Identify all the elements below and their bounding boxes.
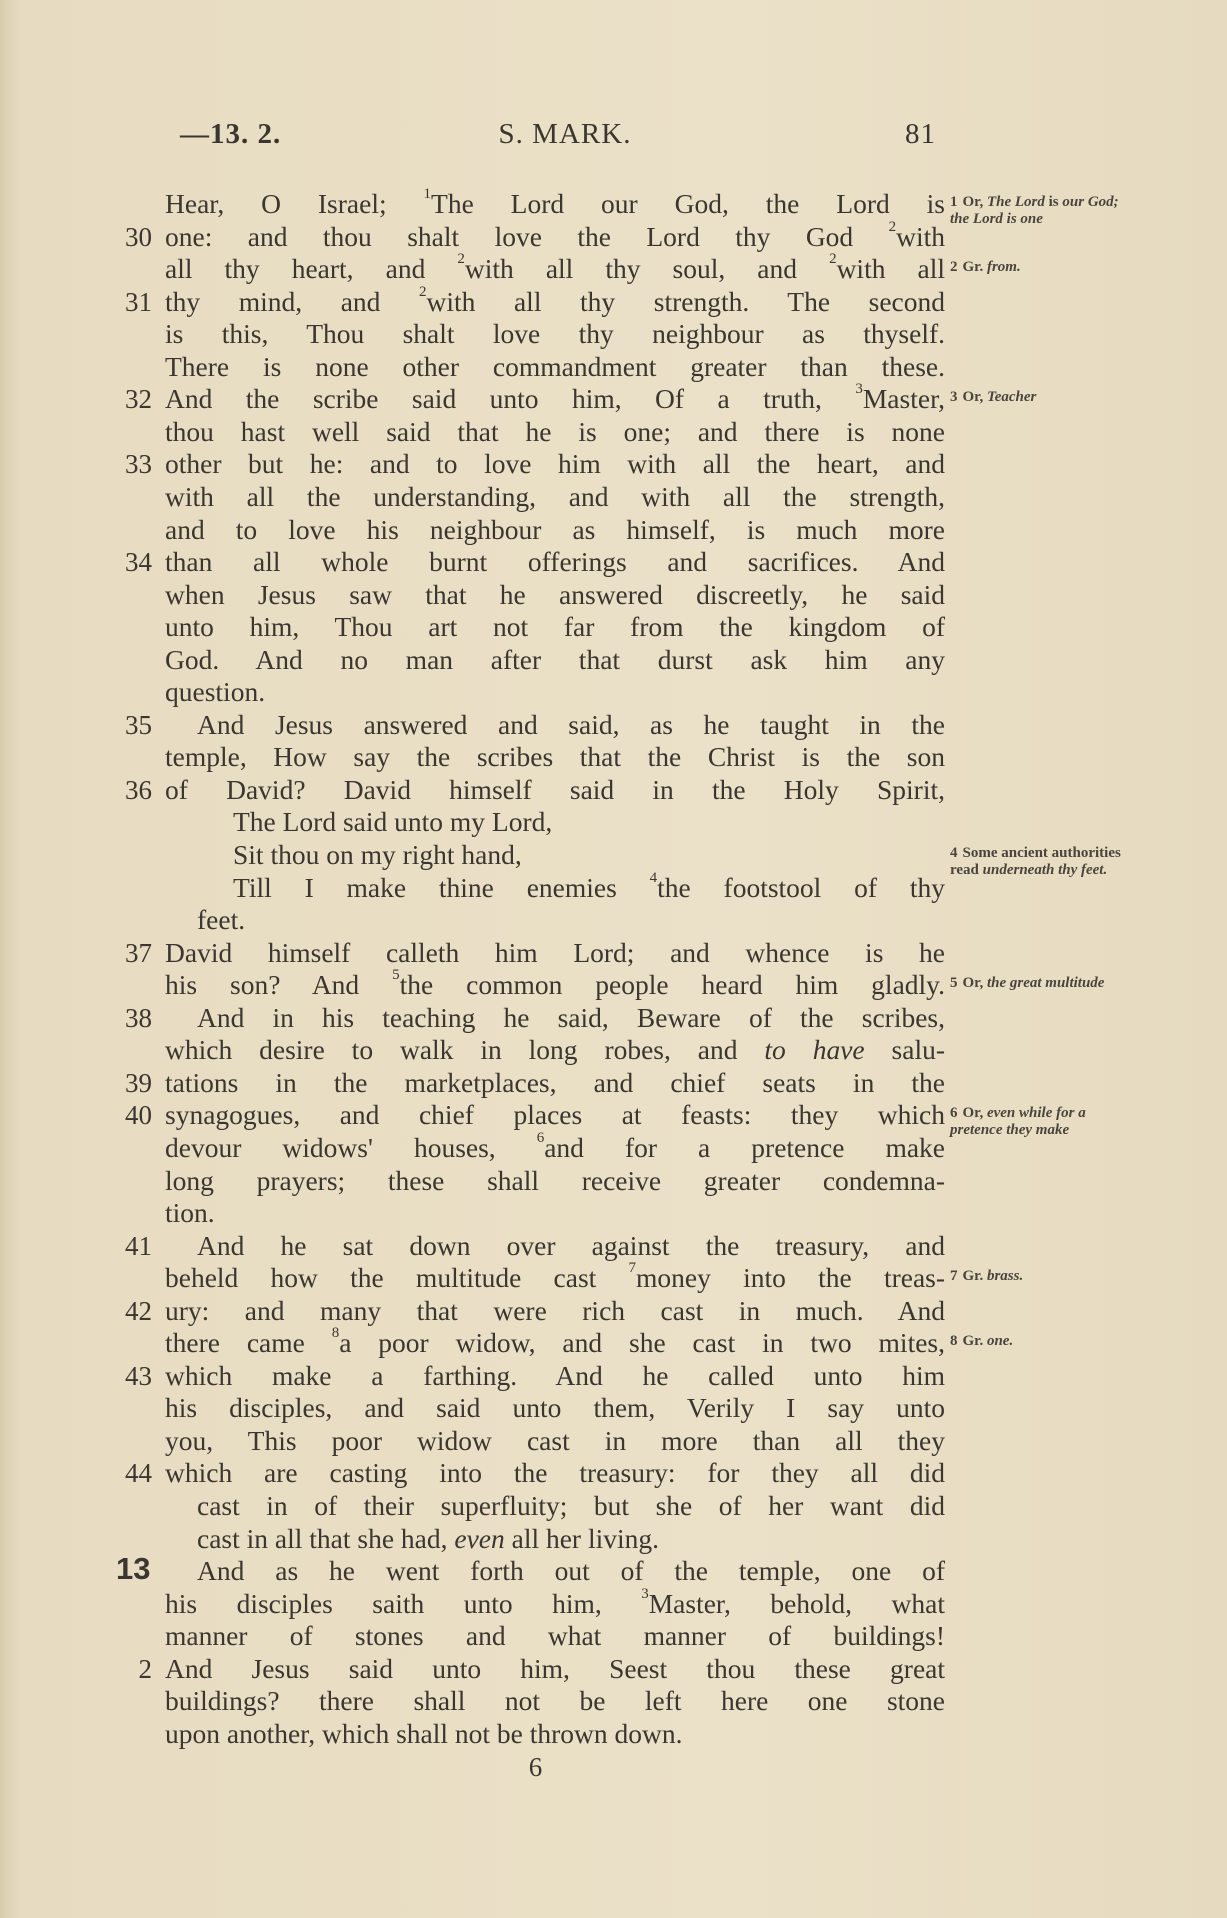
text-line xyxy=(165,1197,945,1229)
footnote-ref: 7 xyxy=(628,1260,637,1277)
text-run: of David? David himself said in the Holy Spirit, xyxy=(165,773,945,805)
text-line xyxy=(165,806,945,838)
text-line xyxy=(165,1034,945,1066)
text-run: with xyxy=(896,220,945,252)
line-text xyxy=(165,1165,945,1197)
margin-note xyxy=(950,975,1140,992)
text-run: Gr. xyxy=(962,1333,987,1350)
verse-number: 39 xyxy=(125,1067,152,1098)
line-text xyxy=(165,1523,945,1555)
text-line xyxy=(165,253,945,285)
signature-mark xyxy=(0,1752,1227,1783)
text-run: which desire to walk in long robes, and xyxy=(165,1034,765,1066)
margin-note-number: 2 xyxy=(950,259,958,276)
text-line xyxy=(165,1295,945,1327)
verse-number: 43 xyxy=(125,1360,152,1391)
verse-number: 32 xyxy=(125,384,152,415)
text-run: unto him, Thou art not far from the kingdom of xyxy=(165,611,945,643)
text-line xyxy=(165,1002,945,1034)
verse-number: 34 xyxy=(125,547,152,578)
text-run: synagogues, and chief places at feasts: they which xyxy=(165,1099,945,1131)
text-run: There is none other commandment greater than these. xyxy=(165,350,945,382)
line-text xyxy=(165,448,945,480)
text-run: Or, xyxy=(962,389,987,406)
line-text xyxy=(165,1685,945,1717)
text-line xyxy=(165,188,945,220)
text-run: thou hast well said that he is one; and there is none xyxy=(165,415,945,447)
line-text xyxy=(165,676,945,708)
line-text xyxy=(165,904,945,936)
text-run: God. And no man after that durst ask him any xyxy=(165,643,945,675)
text-run: other but he: and to love him with all the heart, and xyxy=(165,448,945,480)
text-line xyxy=(165,1425,945,1457)
line-text xyxy=(165,218,945,253)
text-run: when Jesus saw that he answered discreetly, he said xyxy=(165,578,945,610)
text-run: his disciples, and said unto them, Verily I say unto xyxy=(165,1392,945,1424)
text-run: feet. xyxy=(197,904,246,936)
verse-number: 42 xyxy=(125,1295,152,1326)
text-line xyxy=(165,1360,945,1392)
text-run: manner of stones and what manner of buildings! xyxy=(165,1620,945,1652)
text-line xyxy=(165,283,945,318)
text-run: and to love his neighbour as himself, is much more xyxy=(165,513,945,545)
line-text xyxy=(165,1653,945,1685)
text-run: with all thy strength. The second xyxy=(426,285,945,317)
line-text xyxy=(165,839,945,871)
text-run: buildings? there shall not be left here one stone xyxy=(165,1685,945,1717)
line-text xyxy=(165,1067,945,1099)
line-text xyxy=(165,1262,945,1294)
line-text xyxy=(165,579,945,611)
margin-note-number: 5 xyxy=(950,975,958,992)
line-text xyxy=(165,416,945,448)
line-text xyxy=(165,1129,945,1164)
text-run: Master, xyxy=(862,383,945,415)
line-text xyxy=(165,1425,945,1457)
text-line xyxy=(165,709,945,741)
text-run: cast in of their superfluity; but she of her want did xyxy=(197,1490,945,1521)
italic-run: even while for a pretence they make xyxy=(950,1105,1086,1139)
text-run: all thy heart, and xyxy=(165,253,458,285)
verse-number: 40 xyxy=(125,1100,152,1131)
text-run: salu- xyxy=(864,1034,945,1066)
text-line xyxy=(165,1099,945,1131)
line-text xyxy=(165,351,945,383)
verse-number: 35 xyxy=(125,709,152,740)
margin-note xyxy=(950,1333,1140,1350)
line-text xyxy=(165,188,945,220)
line-text xyxy=(165,1555,945,1587)
text-line xyxy=(165,1685,945,1717)
verse-number: 33 xyxy=(125,449,152,480)
footnote-ref: 3 xyxy=(855,381,863,398)
text-run: than all whole burnt offerings and sacrifices. And xyxy=(165,546,945,578)
line-text xyxy=(165,546,945,578)
line-text xyxy=(165,1230,945,1262)
line-text xyxy=(165,1490,945,1522)
text-run: Or, xyxy=(962,194,987,210)
footnote-ref: 8 xyxy=(331,1325,340,1342)
line-text xyxy=(165,611,945,643)
line-text xyxy=(165,1034,945,1066)
margin-note xyxy=(950,1268,1140,1285)
text-line xyxy=(165,1262,945,1294)
line-text xyxy=(165,741,945,773)
text-line xyxy=(165,611,945,643)
running-head-reference: —13. 2. xyxy=(180,118,282,150)
text-line xyxy=(165,351,945,383)
text-line xyxy=(165,1230,945,1262)
text-run: long prayers; these shall receive greater condemna- xyxy=(165,1164,945,1196)
line-text xyxy=(165,1002,945,1034)
text-line xyxy=(165,1392,945,1424)
italic-run: Teacher xyxy=(986,389,1037,406)
line-text xyxy=(165,869,945,904)
line-text xyxy=(165,253,945,285)
text-run: And Jesus answered and said, as he taught in the xyxy=(197,708,945,740)
italic-run: from. xyxy=(986,259,1021,276)
verse-number: 36 xyxy=(125,774,152,805)
text-run: David himself calleth him Lord; and whence is he xyxy=(165,936,945,968)
verse-number: 41 xyxy=(125,1230,152,1261)
text-line xyxy=(165,514,945,546)
margin-note xyxy=(950,389,1140,406)
verse-number: 37 xyxy=(125,937,152,968)
line-text xyxy=(165,1585,945,1620)
text-line xyxy=(165,904,945,936)
text-run: a poor widow, and she cast in two mites, xyxy=(339,1327,945,1359)
line-text xyxy=(165,1392,945,1424)
italic-run: The Lord xyxy=(986,194,1045,210)
footnote-ref: 2 xyxy=(829,251,837,268)
verse-number: 44 xyxy=(125,1458,152,1489)
italic-run: even xyxy=(454,1522,505,1554)
text-line xyxy=(165,644,945,676)
running-head-title: S. MARK. xyxy=(498,118,632,150)
line-text xyxy=(165,1718,945,1750)
line-text xyxy=(165,709,945,741)
margin-note xyxy=(950,194,1140,228)
text-line xyxy=(165,774,945,806)
text-run: tations in the marketplaces, and chief seats in the xyxy=(165,1066,945,1098)
footnote-ref: 6 xyxy=(536,1129,545,1146)
footnote-ref: 2 xyxy=(457,251,465,268)
margin-note-number: 7 xyxy=(950,1268,958,1285)
text-run: money into the treas- xyxy=(636,1262,946,1294)
text-run: which make a farthing. And he called unto him xyxy=(165,1359,945,1391)
text-line xyxy=(165,1067,945,1099)
margin-note-number: 1 xyxy=(950,194,958,210)
margin-note xyxy=(950,1105,1140,1139)
text-run: Till I make thine enemies xyxy=(233,871,650,903)
footnote-ref: 2 xyxy=(888,218,897,235)
line-text xyxy=(165,1327,945,1359)
text-run: ury: and many that were rich cast in much. And xyxy=(165,1294,945,1326)
margin-note-number: 8 xyxy=(950,1333,958,1350)
text-run: there came xyxy=(165,1327,332,1359)
line-text xyxy=(165,514,945,546)
text-line xyxy=(165,218,945,253)
text-run: Master, behold, what xyxy=(648,1587,945,1619)
line-text xyxy=(165,1197,945,1229)
margin-note-number: 4 xyxy=(950,845,958,861)
line-text xyxy=(165,937,945,969)
footnote-ref: 2 xyxy=(419,283,427,300)
line-text xyxy=(165,806,945,838)
text-run: with all xyxy=(836,253,945,285)
text-line xyxy=(165,1490,945,1522)
margin-note-number: 6 xyxy=(950,1105,958,1122)
text-line xyxy=(165,318,945,350)
text-run: Some ancient authorities read xyxy=(950,845,1121,878)
line-text xyxy=(165,1295,945,1327)
text-run: which are casting into the treasury: for they all did xyxy=(165,1457,945,1489)
text-run: with all the understanding, and with all the strength, xyxy=(165,480,945,512)
text-line xyxy=(165,416,945,448)
margin-note-number: 3 xyxy=(950,389,958,406)
text-line xyxy=(165,1718,945,1750)
text-run: temple, How say the scribes that the Christ is the son xyxy=(165,741,945,773)
text-line xyxy=(165,869,945,904)
text-run: Gr. xyxy=(962,1268,987,1285)
italic-run: one. xyxy=(986,1333,1014,1350)
text-run: is this, Thou shalt love thy neighbour as thyself. xyxy=(165,318,945,350)
line-text xyxy=(165,1457,945,1489)
text-run: his son? And xyxy=(165,969,393,1001)
line-text xyxy=(165,1620,945,1652)
margin-note xyxy=(950,845,1140,879)
text-line xyxy=(165,839,945,871)
verse-number: 2 xyxy=(138,1653,152,1684)
text-run: and for a pretence make xyxy=(544,1131,945,1163)
text-run: you, This poor widow cast in more than all they xyxy=(165,1424,945,1456)
text-line xyxy=(165,1523,945,1555)
line-text xyxy=(165,969,945,1001)
verse-number: 31 xyxy=(125,286,152,317)
text-run: cast in all that she had, xyxy=(197,1522,455,1554)
page-number: 81 xyxy=(905,118,936,150)
line-text xyxy=(165,283,945,318)
italic-run: the great multitude xyxy=(986,975,1105,992)
text-run: Hear, O Israel; xyxy=(165,188,424,219)
text-line xyxy=(165,1555,945,1587)
italic-run: to have xyxy=(764,1034,865,1066)
text-run: thy mind, and xyxy=(165,285,419,317)
text-run: tion. xyxy=(165,1197,215,1229)
text-line xyxy=(165,676,945,708)
italic-run: underneath thy feet. xyxy=(982,862,1108,878)
footnote-ref: 5 xyxy=(392,967,400,984)
text-line xyxy=(165,1129,945,1164)
text-line xyxy=(165,1457,945,1489)
text-run: his disciples saith unto him, xyxy=(165,1587,642,1619)
line-text xyxy=(165,383,945,415)
text-line xyxy=(165,546,945,578)
text-run: is xyxy=(1044,194,1063,210)
text-line xyxy=(165,579,945,611)
footnote-ref: 3 xyxy=(641,1585,649,1602)
text-line xyxy=(165,741,945,773)
line-text xyxy=(165,481,945,513)
text-run: Or, xyxy=(962,1105,987,1122)
margin-note xyxy=(950,259,1140,276)
text-run: The Lord said unto my Lord, xyxy=(233,806,553,838)
text-line xyxy=(165,1620,945,1652)
text-line xyxy=(165,481,945,513)
line-text xyxy=(165,644,945,676)
text-run: one: and thou shalt love the Lord thy God xyxy=(165,220,889,252)
text-run: Or, xyxy=(962,975,987,992)
text-run: the common people heard him gladly. xyxy=(399,969,946,1001)
text-line xyxy=(165,937,945,969)
text-line xyxy=(165,1165,945,1197)
text-run: And he sat down over against the treasury, and xyxy=(197,1229,945,1261)
text-line xyxy=(165,1653,945,1685)
text-run: question. xyxy=(165,676,266,708)
text-run: And the scribe said unto him, Of a truth, xyxy=(165,383,856,415)
text-run: all her living. xyxy=(504,1522,660,1554)
text-run: upon another, which shall not be thrown down. xyxy=(165,1717,683,1749)
line-text xyxy=(165,774,945,806)
verse-number: 38 xyxy=(125,1002,152,1033)
text-run: beheld how the multitude cast xyxy=(165,1262,629,1294)
text-run: with all thy soul, and xyxy=(464,253,830,285)
chapter-number: 13 xyxy=(116,1551,151,1587)
text-line xyxy=(165,1585,945,1620)
text-line xyxy=(165,1327,945,1359)
signature-number: 6 xyxy=(528,1752,543,1782)
text-run: And in his teaching he said, Beware of the scribes, xyxy=(197,1001,945,1033)
footnote-ref: 4 xyxy=(649,869,658,886)
text-run: Gr. xyxy=(962,259,987,276)
footnote-ref: 1 xyxy=(423,186,432,202)
line-text xyxy=(165,1360,945,1392)
text-line xyxy=(165,383,945,415)
text-run: Sit thou on my right hand, xyxy=(233,839,522,870)
italic-run: our God; the Lord is one xyxy=(950,194,1119,227)
italic-run: brass. xyxy=(986,1268,1024,1285)
text-run: the footstool of thy xyxy=(657,871,945,903)
verse-number: 30 xyxy=(125,221,152,252)
line-text xyxy=(165,1099,945,1131)
text-line xyxy=(165,969,945,1001)
text-run: The Lord our God, the Lord is xyxy=(431,188,945,219)
text-run: And as he went forth out of the temple, one of xyxy=(197,1555,945,1587)
line-text xyxy=(165,318,945,350)
text-run: And Jesus said unto him, Seest thou these great xyxy=(165,1652,945,1684)
text-run: devour widows' houses, xyxy=(165,1131,537,1163)
text-line xyxy=(165,448,945,480)
